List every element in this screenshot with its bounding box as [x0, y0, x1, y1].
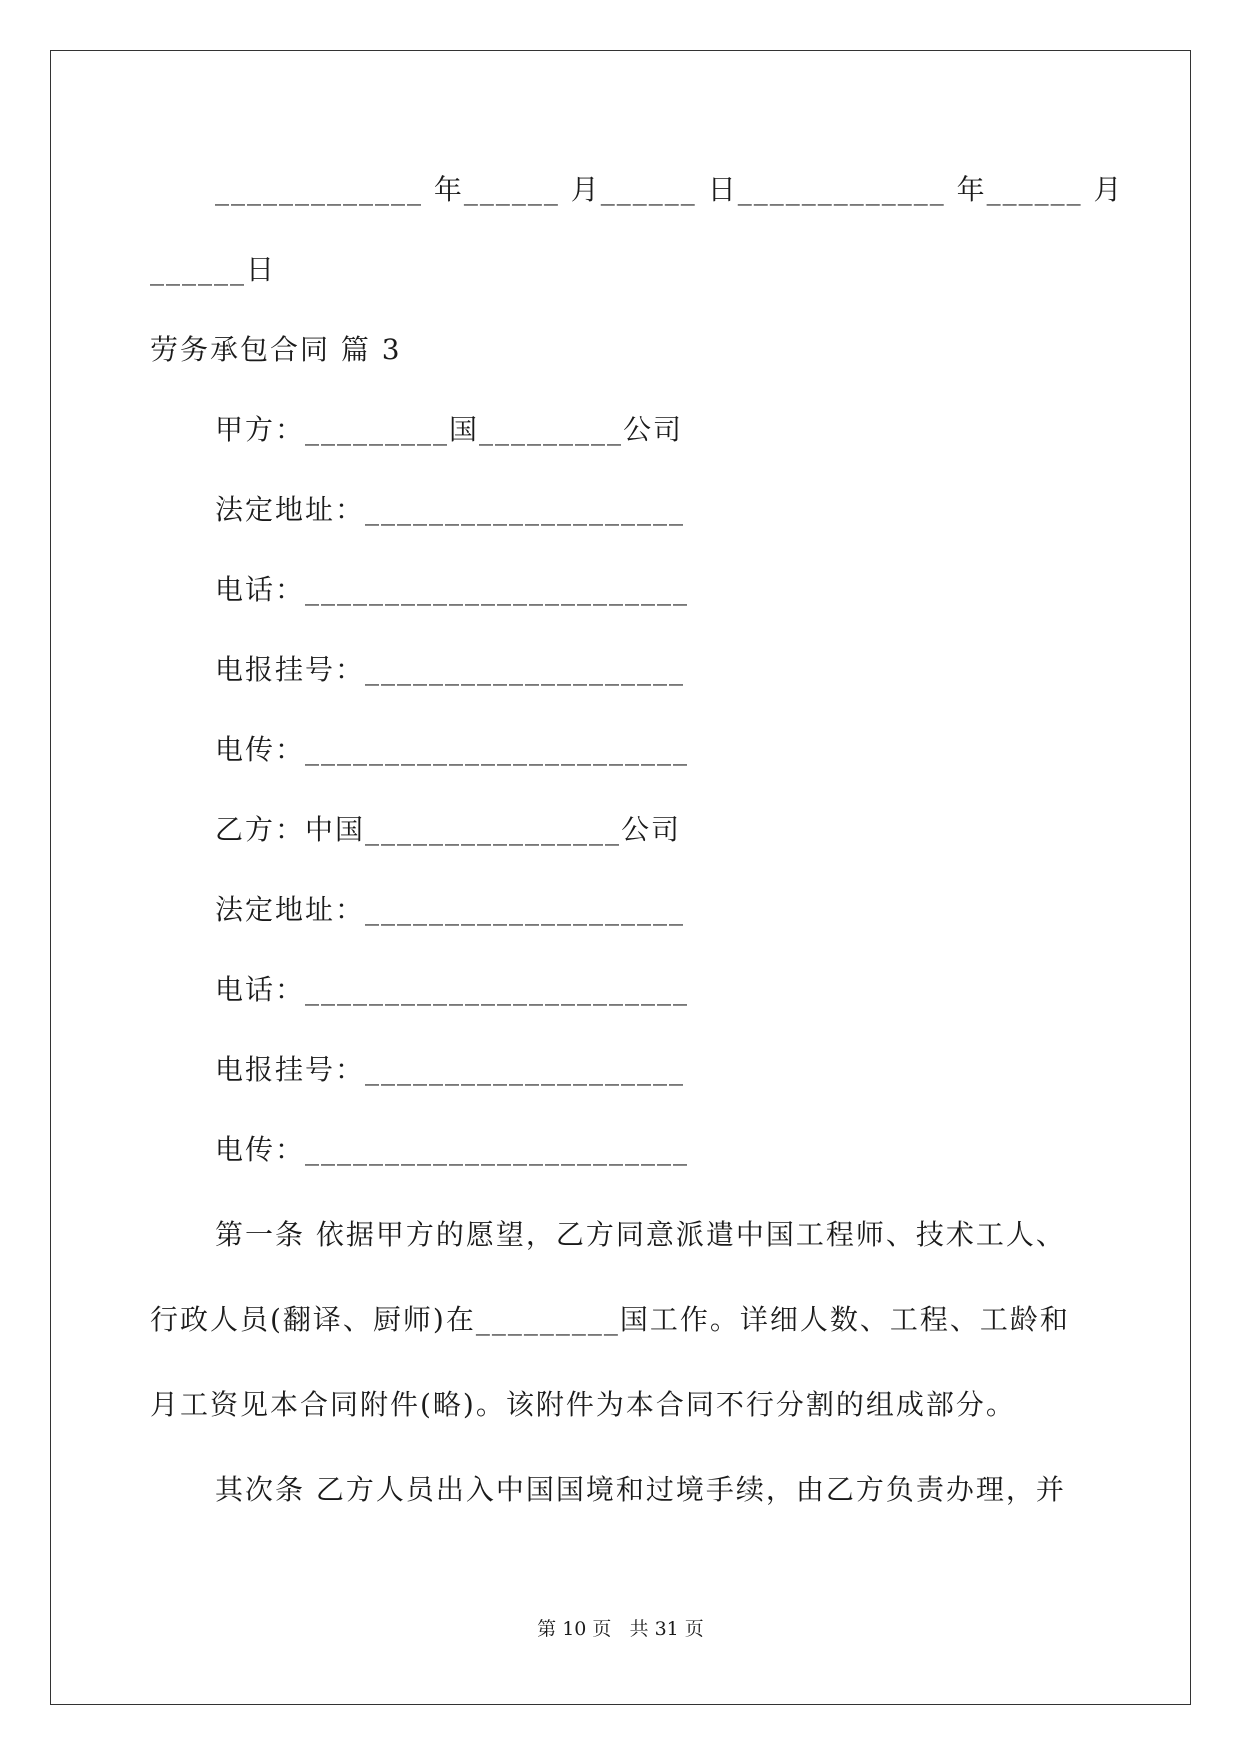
- article-1-line-2: 行政人员(翻译、厨师)在_________国工作。详细人数、工程、工龄和: [150, 1303, 1070, 1336]
- party-b-address: 法定地址：____________________: [215, 893, 686, 926]
- article-1-line-3: 月工资见本合同附件(略)。该附件为本合同不行分割的组成部分。: [150, 1388, 1016, 1421]
- section-heading: 劳务承包合同 篇 3: [150, 333, 402, 366]
- article-2-line-1: 其次条 乙方人员出入中国国境和过境手续，由乙方负责办理，并: [215, 1473, 1066, 1506]
- page-border: [50, 50, 1191, 1705]
- party-b-phone: 电话：________________________: [215, 973, 690, 1006]
- party-a-name: 甲方：_________国_________公司: [215, 413, 684, 446]
- party-a-telex: 电传：________________________: [215, 733, 690, 766]
- party-a-phone: 电话：________________________: [215, 573, 690, 606]
- party-b-name: 乙方：中国________________公司: [215, 813, 682, 846]
- date-line-continued: ______日: [150, 253, 277, 286]
- party-a-address: 法定地址：____________________: [215, 493, 686, 526]
- party-b-telegraph: 电报挂号：____________________: [215, 1053, 686, 1086]
- article-1-line-1: 第一条 依据甲方的愿望，乙方同意派遣中国工程师、技术工人、: [215, 1218, 1066, 1251]
- party-a-telegraph: 电报挂号：____________________: [215, 653, 686, 686]
- party-b-telex: 电传：________________________: [215, 1133, 690, 1166]
- page-footer: 第 10 页 共 31 页: [537, 1618, 704, 1640]
- date-line: _____________ 年______ 月______ 日_____________ 年______ 月: [215, 173, 1124, 206]
